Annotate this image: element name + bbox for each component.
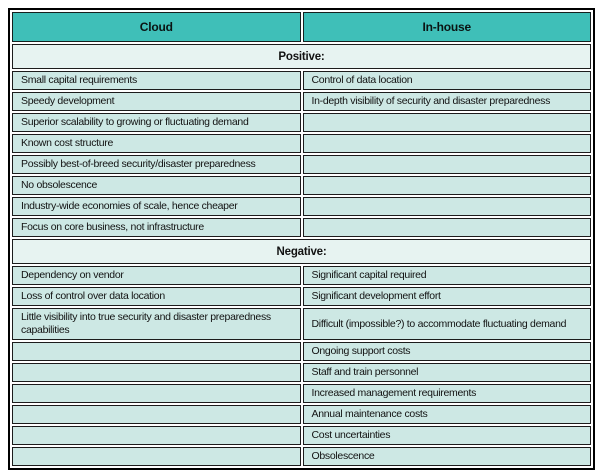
- cloud-cell: Possibly best-of-breed security/disaster preparedness: [12, 155, 301, 174]
- table-row: [12, 308, 591, 340]
- cloud-cell: Focus on core business, not infrastructure: [12, 218, 301, 237]
- table-row: [12, 405, 591, 424]
- table-row: [12, 155, 591, 174]
- table-row: [12, 342, 591, 361]
- table-row: [12, 113, 591, 132]
- inhouse-cell: Annual maintenance costs: [303, 405, 592, 424]
- inhouse-cell: Cost uncertainties: [303, 426, 592, 445]
- table-row: [12, 176, 591, 195]
- table-row: [12, 197, 591, 216]
- cloud-vs-inhouse-table-frame: [8, 8, 595, 470]
- table-row: [12, 134, 591, 153]
- cloud-cell: Known cost structure: [12, 134, 301, 153]
- inhouse-cell: Obsolescence: [303, 447, 592, 466]
- comparison-table: [10, 10, 593, 468]
- cloud-cell: Small capital requirements: [12, 71, 301, 90]
- cloud-cell: No obsolescence: [12, 176, 301, 195]
- inhouse-cell: [303, 176, 592, 195]
- cloud-cell: Industry-wide economies of scale, hence cheaper: [12, 197, 301, 216]
- cloud-cell: Little visibility into true security and disaster preparedness capabilities: [12, 308, 301, 340]
- table-row: [12, 71, 591, 90]
- inhouse-cell: [303, 218, 592, 237]
- table-row: [12, 92, 591, 111]
- section-label-positive: Positive:: [12, 44, 591, 69]
- cloud-cell: [12, 426, 301, 445]
- cloud-cell: [12, 447, 301, 466]
- section-header-row: [12, 44, 591, 69]
- cloud-cell: [12, 405, 301, 424]
- section-label-negative: Negative:: [12, 239, 591, 264]
- section-header-row: [12, 239, 591, 264]
- cloud-cell: Dependency on vendor: [12, 266, 301, 285]
- inhouse-cell: [303, 113, 592, 132]
- inhouse-cell: Significant capital required: [303, 266, 592, 285]
- inhouse-cell: Ongoing support costs: [303, 342, 592, 361]
- cloud-cell: [12, 363, 301, 382]
- table-row: [12, 426, 591, 445]
- inhouse-cell: Staff and train personnel: [303, 363, 592, 382]
- table-row: [12, 266, 591, 285]
- table-row: [12, 218, 591, 237]
- cloud-cell: Speedy development: [12, 92, 301, 111]
- inhouse-cell: Control of data location: [303, 71, 592, 90]
- table-row: [12, 447, 591, 466]
- inhouse-cell: In-depth visibility of security and disaster preparedness: [303, 92, 592, 111]
- inhouse-cell: [303, 155, 592, 174]
- cloud-cell: [12, 342, 301, 361]
- cloud-cell: [12, 384, 301, 403]
- inhouse-cell: Significant development effort: [303, 287, 592, 306]
- cloud-cell: Superior scalability to growing or fluctuating demand: [12, 113, 301, 132]
- inhouse-cell: Difficult (impossible?) to accommodate fluctuating demand: [303, 308, 592, 340]
- table-row: [12, 384, 591, 403]
- column-header-cloud: Cloud: [12, 12, 301, 42]
- table-row: [12, 287, 591, 306]
- inhouse-cell: Increased management requirements: [303, 384, 592, 403]
- inhouse-cell: [303, 134, 592, 153]
- table-row: [12, 363, 591, 382]
- header-row: [12, 12, 591, 42]
- cloud-cell: Loss of control over data location: [12, 287, 301, 306]
- column-header-inhouse: In-house: [303, 12, 592, 42]
- inhouse-cell: [303, 197, 592, 216]
